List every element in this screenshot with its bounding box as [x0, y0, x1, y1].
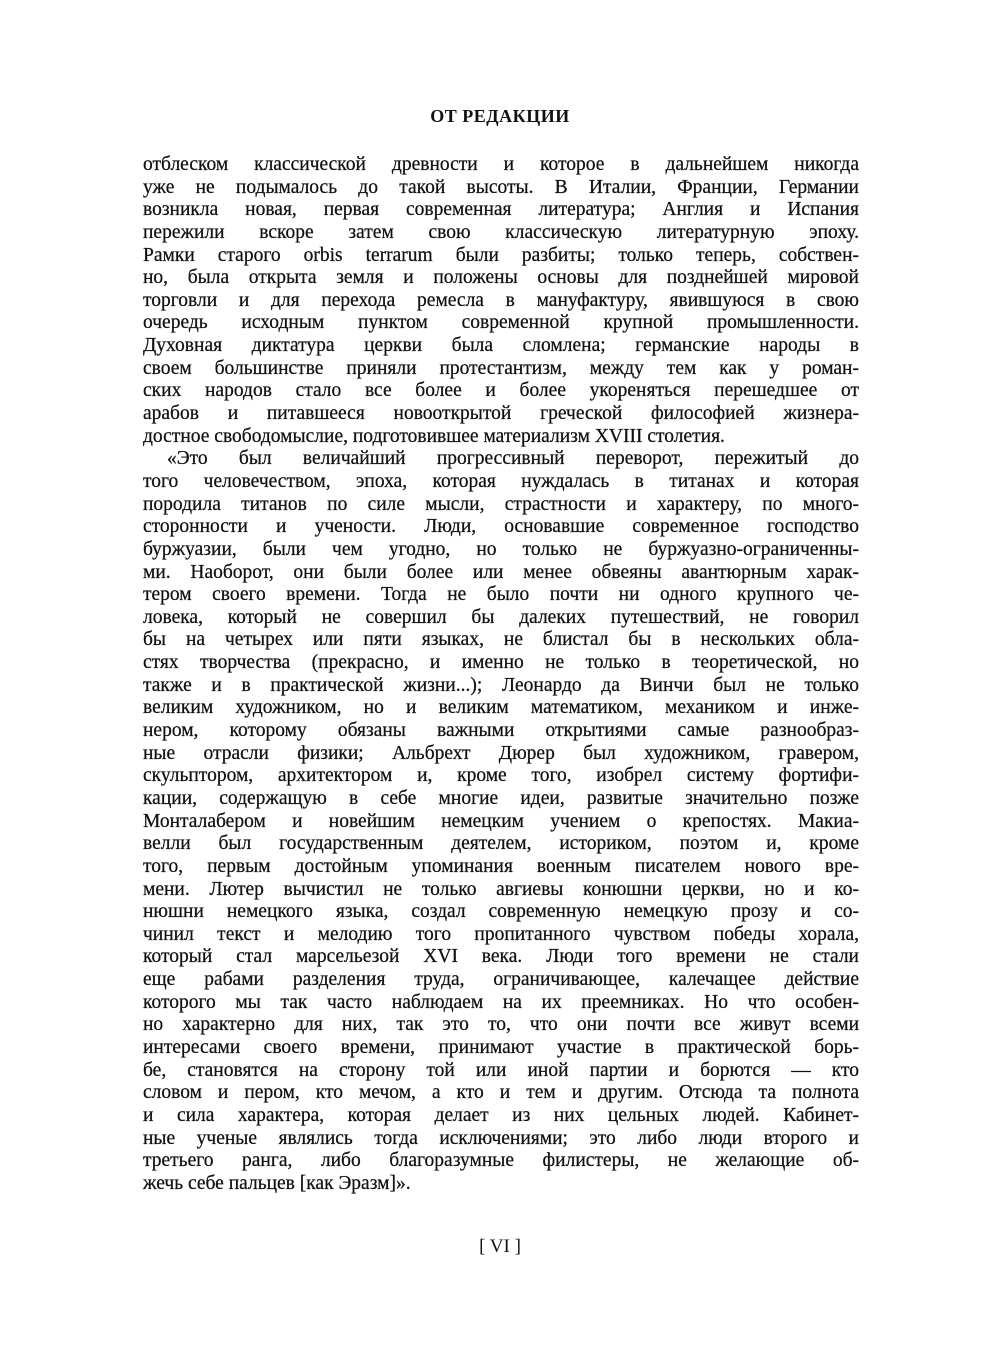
text-line: арабов и питавшееся новооткрытой греческой философией жизнера-	[143, 403, 859, 425]
text-line: того человечеством, эпоха, которая нуждалась в титанах и которая	[143, 470, 859, 492]
text-line: словом и пером, кто мечом, а кто и тем и другим. Отсюда та полнота	[143, 1082, 859, 1104]
text-line: бе, становятся на сторону той или иной партии и борются — кто	[143, 1059, 859, 1081]
text-line: и сила характера, которая делает из них цельных людей. Кабинет-	[143, 1104, 859, 1126]
text-line: скульптором, архитектором и, кроме того, изобрел систему фортифи-	[143, 765, 859, 787]
text-line: сторонности и учености. Люди, основавшие современное господство	[143, 516, 859, 538]
text-line: нером, которому обязаны важными открытиями самые разнообраз-	[143, 720, 859, 742]
text-line: но, была открыта земля и положены основы для позднейшей мировой	[143, 267, 859, 289]
paragraph	[143, 154, 859, 448]
text-line: очередь исходным пунктом современной крупной промышленности.	[143, 312, 859, 334]
text-line: который стал марсельезой XVI века. Люди того времени не стали	[143, 946, 859, 968]
text-line: ловека, который не совершил бы далеких путешествий, не говорил	[143, 606, 859, 628]
text-line: тером своего времени. Тогда не было почти ни одного крупного че-	[143, 584, 859, 606]
text-line: отблеском классической древности и которое в дальнейшем никогда	[143, 154, 859, 175]
text-line: породила титанов по силе мысли, страстности и характеру, по много-	[143, 493, 859, 515]
text-line: возникла новая, первая современная литература; Англия и Испания	[143, 199, 859, 221]
text-line: того, первым достойным упоминания военным писателем нового вре-	[143, 855, 859, 877]
text-line: также и в практической жизни...); Леонардо да Винчи был не только	[143, 674, 859, 696]
text-line: ные отрасли физики; Альбрехт Дюрер был художником, гравером,	[143, 742, 859, 764]
text-line: велли был государственным деятелем, историком, поэтом и, кроме	[143, 833, 859, 855]
body-text	[143, 154, 859, 1195]
text-line: бы на четырех или пяти языках, не блистал бы в нескольких обла-	[143, 629, 859, 651]
text-line: уже не подымалось до такой высоты. В Италии, Франции, Германии	[143, 176, 859, 198]
text-line: еще рабами разделения труда, ограничивающее, калечащее действие	[143, 969, 859, 991]
text-line: Монталабером и новейшим немецким учением о крепостях. Макиа-	[143, 810, 859, 832]
text-line: ные ученые являлись тогда исключениями; это либо люди второго и	[143, 1127, 859, 1149]
running-head-title: ОТ РЕДАКЦИИ	[430, 106, 570, 126]
text-line: своем большинстве приняли протестантизм, между тем как у роман-	[143, 357, 859, 379]
text-line: пережили вскоре затем свою классическую литературную эпоху.	[143, 221, 859, 243]
text-line: торговли и для перехода ремесла в мануфактуру, явившуюся в свою	[143, 289, 859, 311]
text-line: интересами своего времени, принимают участие в практической борь-	[143, 1036, 859, 1058]
text-line: великим художником, но и великим математиком, механиком и инже-	[143, 697, 859, 719]
text-line: кации, содержащую в себе многие идеи, развитые значительно позже	[143, 787, 859, 809]
paragraph	[143, 448, 859, 1195]
text-line: жечь себе пальцев [как Эразм]».	[143, 1172, 411, 1194]
text-line: Рамки старого orbis terrarum были разбиты; только теперь, собствен-	[143, 244, 859, 266]
text-line: ских народов стало все более и более укореняться перешедшее от	[143, 380, 859, 402]
text-line: мени. Лютер вычистил не только авгиевы конюшни церкви, но и ко-	[143, 878, 859, 900]
page-number: [ VI ]	[479, 1236, 521, 1257]
text-line: нюшни немецкого языка, создал современную немецкую прозу и со-	[143, 901, 859, 923]
text-line: чинил текст и мелодию того пропитанного чувством победы хорала,	[143, 923, 859, 945]
text-line: Духовная диктатура церкви была сломлена; германские народы в	[143, 335, 859, 357]
text-line: третьего ранга, либо благоразумные филистеры, не желающие об-	[143, 1150, 859, 1172]
text-line: «Это был величайший прогрессивный переворот, пережитый до	[167, 448, 859, 470]
text-line: которого мы так часто наблюдаем на их преемниках. Но что особен-	[143, 991, 859, 1013]
text-line: стях творчества (прекрасно, и именно не только в теоретической, но	[143, 652, 859, 674]
text-line: достное свободомыслие, подготовившее материализм XVIII столетия.	[143, 425, 725, 447]
text-line: буржуазии, были чем угодно, но только не буржуазно-ограниченны-	[143, 538, 859, 560]
text-line: но характерно для них, так это то, что они почти все живут всеми	[143, 1014, 859, 1036]
text-line: ми. Наоборот, они были более или менее обвеяны авантюрным харак-	[143, 561, 859, 583]
